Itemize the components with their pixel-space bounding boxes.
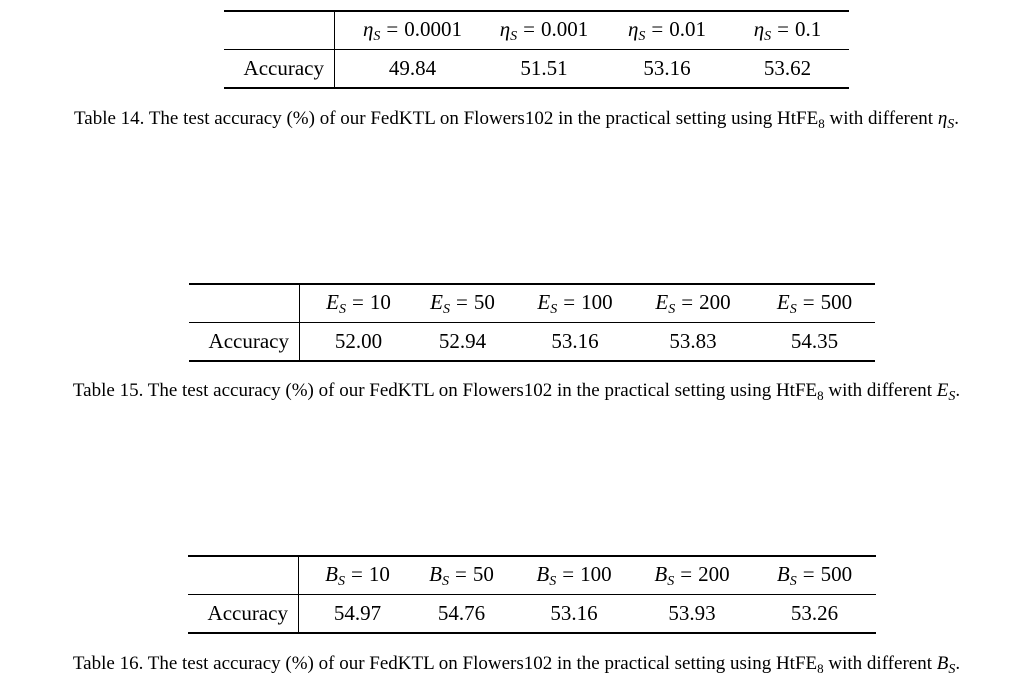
- table-16-caption: Table 16. The test accuracy (%) of our FedKTL on Flowers102 in the practical setting using HtFE$_8$ with different $B_S$.: [72, 653, 961, 677]
- param-header: $B_S = 50$: [406, 556, 517, 595]
- param-header: $E_S = 10$: [300, 284, 408, 323]
- accuracy-value: 52.94: [407, 323, 518, 362]
- table-14: [224, 10, 849, 89]
- param-header: $\eta_S = 0.1$: [726, 11, 849, 50]
- header-empty-cell: [224, 11, 335, 50]
- row-label: Accuracy: [189, 323, 300, 362]
- row-label: Accuracy: [188, 595, 299, 634]
- accuracy-value: 49.84: [335, 50, 481, 89]
- accuracy-value: 54.97: [299, 595, 407, 634]
- accuracy-value: 53.16: [518, 323, 632, 362]
- accuracy-value: 53.83: [632, 323, 754, 362]
- accuracy-value: 51.51: [480, 50, 608, 89]
- param-header: $\eta_S = 0.01$: [608, 11, 726, 50]
- accuracy-value: 53.16: [517, 595, 631, 634]
- param-header: $B_S = 200$: [631, 556, 753, 595]
- row-label: Accuracy: [224, 50, 335, 89]
- accuracy-row: [224, 50, 849, 89]
- accuracy-value: 53.16: [608, 50, 726, 89]
- table-15-grid: [189, 283, 875, 362]
- table-15: [189, 283, 875, 362]
- table-14-grid: [224, 10, 849, 89]
- param-header: $B_S = 10$: [299, 556, 407, 595]
- accuracy-row: [188, 595, 876, 634]
- accuracy-row: [189, 323, 875, 362]
- header-empty-cell: [189, 284, 300, 323]
- accuracy-value: 53.62: [726, 50, 849, 89]
- table-16: [188, 555, 876, 634]
- table-header-row: [224, 11, 849, 50]
- accuracy-value: 54.76: [406, 595, 517, 634]
- table-header-row: [188, 556, 876, 595]
- accuracy-value: 52.00: [300, 323, 408, 362]
- param-header: $B_S = 500$: [753, 556, 876, 595]
- table-15-caption: Table 15. The test accuracy (%) of our FedKTL on Flowers102 in the practical setting using HtFE$_8$ with different $E_S$.: [72, 380, 961, 404]
- param-header: $E_S = 500$: [754, 284, 875, 323]
- accuracy-value: 53.26: [753, 595, 876, 634]
- accuracy-value: 53.93: [631, 595, 753, 634]
- param-header: $\eta_S = 0.0001$: [335, 11, 481, 50]
- accuracy-value: 54.35: [754, 323, 875, 362]
- param-header: $E_S = 200$: [632, 284, 754, 323]
- table-14-caption: Table 14. The test accuracy (%) of our FedKTL on Flowers102 in the practical setting using HtFE$_8$ with different $\eta_S$.: [73, 108, 959, 132]
- param-header: $\eta_S = 0.001$: [480, 11, 608, 50]
- table-16-grid: [188, 555, 876, 634]
- table-header-row: [189, 284, 875, 323]
- header-empty-cell: [188, 556, 299, 595]
- param-header: $B_S = 100$: [517, 556, 631, 595]
- param-header: $E_S = 100$: [518, 284, 632, 323]
- param-header: $E_S = 50$: [407, 284, 518, 323]
